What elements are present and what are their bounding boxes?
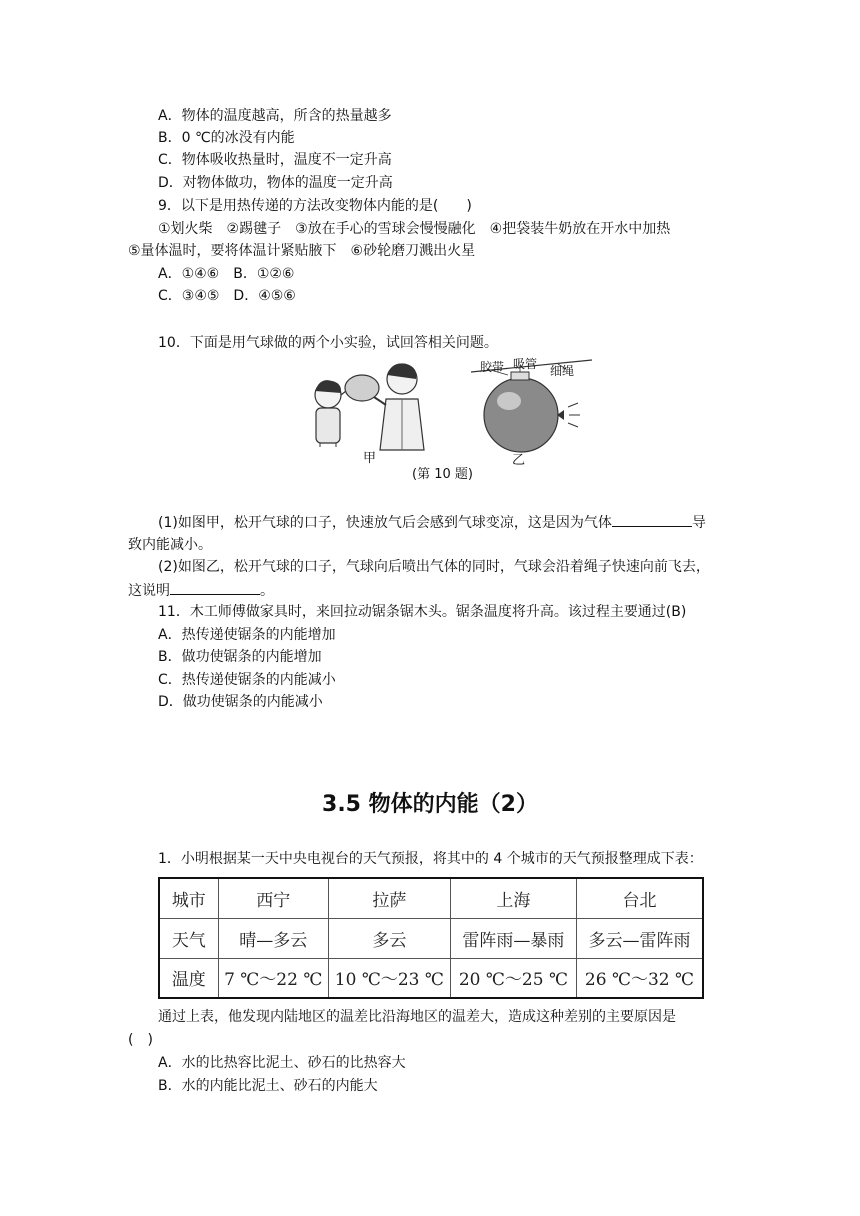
q10-part1-answer-blank[interactable] xyxy=(612,512,692,527)
table-cell: 20 ℃～25 ℃ xyxy=(450,958,576,998)
q11-option-a: A．热传递使锯条的内能增加 xyxy=(158,627,336,643)
q11-stem: 11．木工师傅做家具时，来回拉动锯条锯木头。锯条温度将升高。该过程主要通过(B) xyxy=(158,604,687,620)
q10-part2-text: 这说明 xyxy=(128,583,170,599)
table-cell: 多云 xyxy=(328,918,450,958)
q10-part1-line2: 致内能减小。 xyxy=(128,537,212,553)
q8-option-d: D．对物体做功，物体的温度一定升高 xyxy=(158,175,393,191)
table-row xyxy=(159,878,703,918)
q10-part1-line1 xyxy=(158,512,706,533)
q10-part2-answer-blank[interactable] xyxy=(170,580,260,595)
q8-option-c: C．物体吸收热量时，温度不一定升高 xyxy=(158,152,392,168)
table-cell: 多云—雷阵雨 xyxy=(576,918,703,958)
s2-q1-after-line1: 通过上表，他发现内陆地区的温差比沿海地区的温差大，造成这种差别的主要原因是 xyxy=(158,1009,676,1025)
table-cell: 雷阵雨—暴雨 xyxy=(450,918,576,958)
figure-label-straw: 吸管 xyxy=(513,357,538,371)
table-cell: 台北 xyxy=(576,878,703,918)
q9-options-line2: C．③④⑤ D．④⑤⑥ xyxy=(158,288,296,304)
figure-label-tape: 胶带 xyxy=(480,360,505,374)
q9-items-line2: ⑤量体温时，要将体温计紧贴腋下 ⑥砂轮磨刀溅出火星 xyxy=(128,243,476,259)
q10-part1-text: (1)如图甲，松开气球的口子，快速放气后会感到气球变凉，这是因为气体 xyxy=(158,515,612,531)
q9-items-line1: ①划火柴 ②踢毽子 ③放在手心的雪球会慢慢融化 ④把袋装牛奶放在开水中加热 xyxy=(158,221,671,237)
table-cell: 上海 xyxy=(450,878,576,918)
s2-q1-stem: 1．小明根据某一天中央电视台的天气预报，将其中的 4 个城市的天气预报整理成下表： xyxy=(158,851,703,867)
q10-stem: 10．下面是用气球做的两个小实验，试回答相关问题。 xyxy=(158,335,498,351)
q10-part2-line1: (2)如图乙，松开气球的口子，气球向后喷出气体的同时，气球会沿着绳子快速向前飞去， xyxy=(158,559,710,575)
table-cell: 晴—多云 xyxy=(218,918,328,958)
s2-q1-option-a: A．水的比热容比泥土、砂石的比热容大 xyxy=(158,1055,406,1071)
q9-options-line1: A．①④⑥ B．①②⑥ xyxy=(158,266,295,282)
q10-part1-text-end: 导 xyxy=(691,515,706,531)
table-cell: 26 ℃～32 ℃ xyxy=(576,958,703,998)
q11-option-d: D．做功使锯条的内能减小 xyxy=(158,694,323,710)
table-row xyxy=(159,918,703,958)
q10-part2-text-end: 。 xyxy=(260,583,274,599)
table-cell: 温度 xyxy=(159,958,218,998)
section-title: 3.5 物体的内能（2） xyxy=(322,792,538,817)
table-cell: 拉萨 xyxy=(328,878,450,918)
figure-label-jia: 甲 xyxy=(363,451,377,466)
q8-option-a: A．物体的温度越高，所含的热量越多 xyxy=(158,108,392,124)
s2-q1-after-line2: ( ) xyxy=(128,1032,153,1048)
table-cell: 城市 xyxy=(159,878,218,918)
q11-option-b: B．做功使锯条的内能增加 xyxy=(158,649,322,665)
s2-q1-option-b: B．水的内能比泥土、砂石的内能大 xyxy=(158,1078,378,1094)
q8-option-b: B．0 ℃的冰没有内能 xyxy=(158,130,295,146)
figure-label-string: 细绳 xyxy=(550,364,575,378)
table-cell: 天气 xyxy=(159,918,218,958)
table-cell: 西宁 xyxy=(218,878,328,918)
figure-label-yi: 乙 xyxy=(512,453,526,468)
figure-caption: (第 10 题) xyxy=(412,467,473,482)
table-row xyxy=(159,958,703,998)
q9-stem: 9．以下是用热传递的方法改变物体内能的是( ) xyxy=(158,198,472,214)
q11-option-c: C．热传递使锯条的内能减小 xyxy=(158,672,336,688)
weather-table xyxy=(158,877,704,999)
table-cell: 7 ℃～22 ℃ xyxy=(218,958,328,998)
q10-part2-line2 xyxy=(128,580,274,601)
figure-jia-illustration xyxy=(315,363,424,450)
table-cell: 10 ℃～23 ℃ xyxy=(328,958,450,998)
